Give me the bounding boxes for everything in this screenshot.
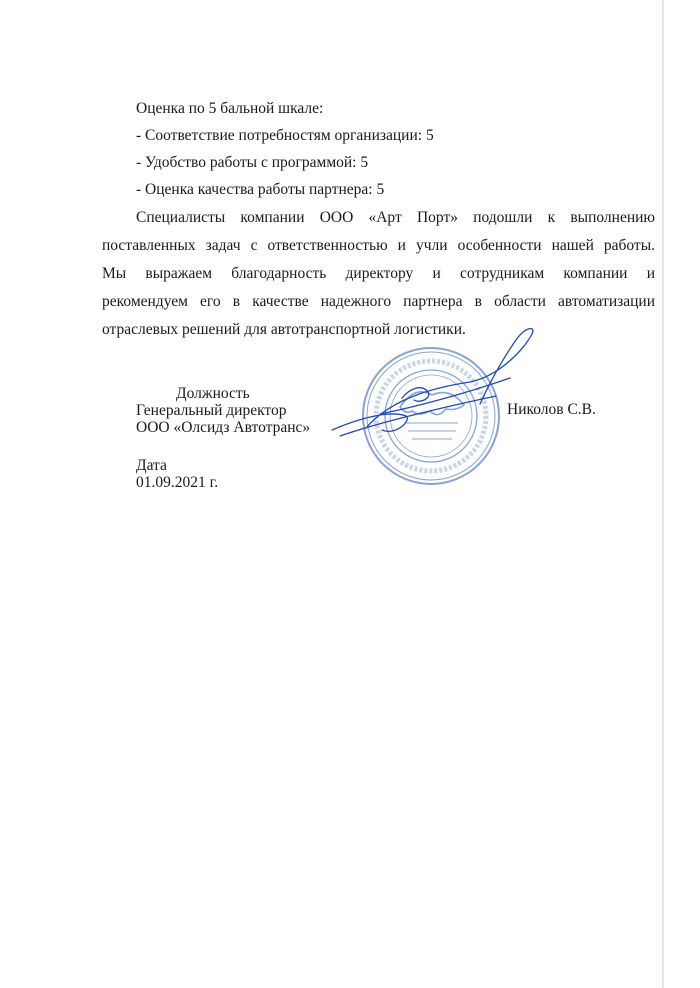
position-label: Должность [176,385,250,402]
rating-intro: Оценка по 5 бальной шкале: [136,100,324,117]
date-label: Дата [136,457,167,474]
paragraph-line-3: Мы выражаем благодарность директору и сотрудникам компании и [102,265,655,282]
rating-item-needs: - Соответствие потребностям организации: 5 [136,127,434,144]
paragraph-line-5: отраслевых решений для автотранспортной логистики. [102,321,466,338]
paragraph-line-1: Специалисты компании ООО «Арт Порт» подошли к выполнению [136,209,655,226]
date-value: 01.09.2021 г. [136,474,219,491]
position-title: Генеральный директор [136,402,287,419]
signer-name: Николов С.В. [507,401,596,418]
page-edge-shadow [662,0,664,988]
rating-item-usability: - Удобство работы с программой: 5 [136,154,369,171]
handwritten-signature [320,318,560,458]
rating-item-partner: - Оценка качества работы партнера: 5 [136,181,385,198]
company-name: ООО «Олсидз Автотранс» [136,419,311,436]
paragraph-line-4: рекомендуем его в качестве надежного партнера в области автоматизации [102,293,655,310]
paragraph-line-2: поставленных задач с ответственностью и учли особенности нашей работы. [102,237,655,254]
